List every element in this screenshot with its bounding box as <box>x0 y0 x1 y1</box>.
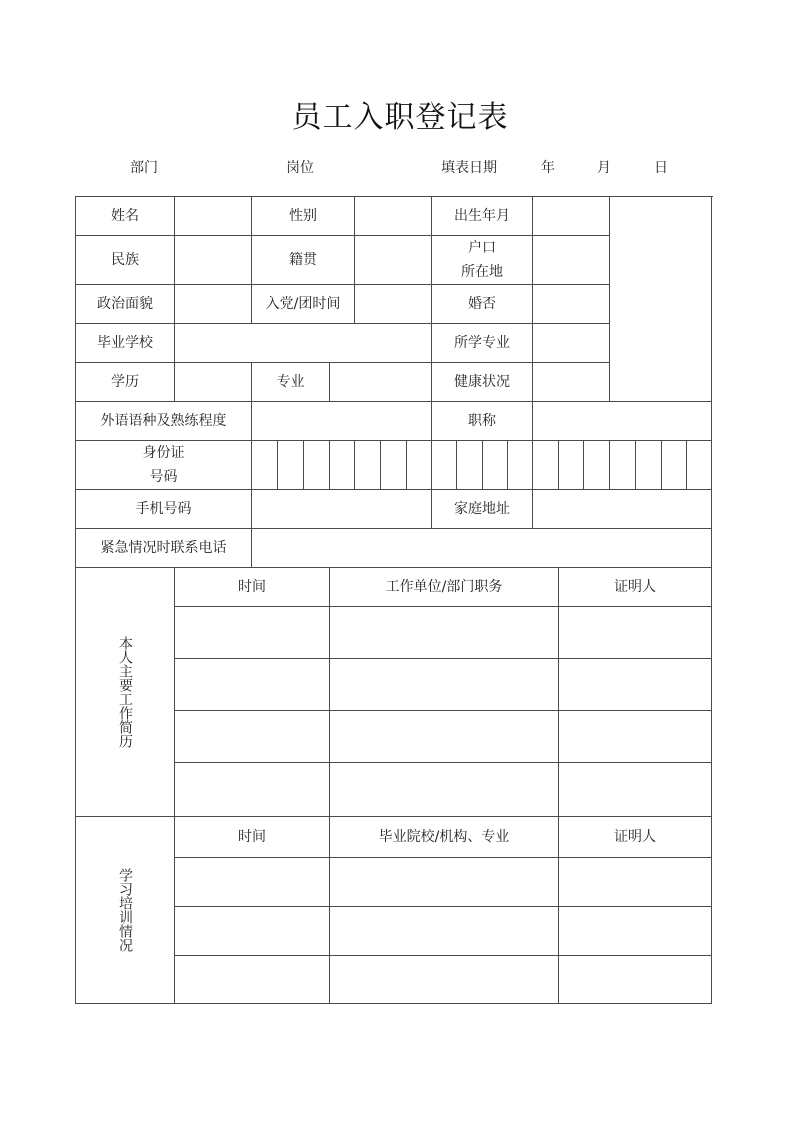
political-field[interactable] <box>175 285 252 324</box>
year-label: 年 <box>541 160 555 176</box>
id-digit-box[interactable] <box>432 441 457 490</box>
id-digit-box[interactable] <box>533 441 559 490</box>
training-section-label: 学习培训情况 <box>76 817 175 1004</box>
work-time-cell[interactable] <box>175 711 330 763</box>
education-label: 学历 <box>76 363 175 402</box>
home-address-field[interactable] <box>533 490 712 529</box>
work-time-cell[interactable] <box>175 607 330 659</box>
emergency-field[interactable] <box>252 529 712 568</box>
id-digit-box[interactable] <box>304 441 330 490</box>
major-field[interactable] <box>330 363 432 402</box>
training-witness-header: 证明人 <box>559 817 712 858</box>
major-label: 专业 <box>252 363 330 402</box>
mobile-field[interactable] <box>252 490 432 529</box>
training-time-cell[interactable] <box>175 858 330 907</box>
id-digit-box[interactable] <box>483 441 508 490</box>
id-digit-box[interactable] <box>457 441 483 490</box>
join-party-label: 入党/团时间 <box>252 285 355 324</box>
department-label: 部门 <box>130 160 158 176</box>
native-place-label: 籍贯 <box>252 236 355 285</box>
language-field[interactable] <box>252 402 432 441</box>
id-digit-box[interactable] <box>330 441 355 490</box>
school-field[interactable] <box>175 324 432 363</box>
work-unit-cell[interactable] <box>330 711 559 763</box>
training-time-cell[interactable] <box>175 956 330 1004</box>
id-digit-box[interactable] <box>584 441 610 490</box>
id-digit-box[interactable] <box>278 441 304 490</box>
id-digit-box[interactable] <box>610 441 636 490</box>
work-time-cell[interactable] <box>175 763 330 817</box>
position-label: 岗位 <box>286 160 314 176</box>
birth-field[interactable] <box>533 197 610 236</box>
ethnicity-field[interactable] <box>175 236 252 285</box>
major-studied-field[interactable] <box>533 324 610 363</box>
ethnicity-label: 民族 <box>76 236 175 285</box>
work-history-section-label: 本人主要工作简历 <box>76 568 175 817</box>
name-field[interactable] <box>175 197 252 236</box>
political-label: 政治面貌 <box>76 285 175 324</box>
id-digit-box[interactable] <box>508 441 533 490</box>
training-school-cell[interactable] <box>330 907 559 956</box>
training-school-cell[interactable] <box>330 956 559 1004</box>
mobile-label: 手机号码 <box>76 490 252 529</box>
work-time-header: 时间 <box>175 568 330 607</box>
id-number-label: 身份证 号码 <box>76 441 252 490</box>
native-place-field[interactable] <box>355 236 432 285</box>
work-witness-cell[interactable] <box>559 711 712 763</box>
work-unit-header: 工作单位/部门职务 <box>330 568 559 607</box>
language-label: 外语语种及熟练程度 <box>76 402 252 441</box>
id-digit-box[interactable] <box>636 441 662 490</box>
title-rank-field[interactable] <box>533 402 712 441</box>
registration-form-table <box>75 196 712 1004</box>
home-address-label: 家庭地址 <box>432 490 533 529</box>
month-label: 月 <box>597 160 611 176</box>
training-witness-cell[interactable] <box>559 907 712 956</box>
training-time-header: 时间 <box>175 817 330 858</box>
education-field[interactable] <box>175 363 252 402</box>
training-witness-cell[interactable] <box>559 956 712 1004</box>
id-digit-box[interactable] <box>252 441 278 490</box>
id-digit-box[interactable] <box>559 441 584 490</box>
work-time-cell[interactable] <box>175 659 330 711</box>
id-digit-box[interactable] <box>662 441 687 490</box>
marital-label: 婚否 <box>432 285 533 324</box>
training-witness-cell[interactable] <box>559 858 712 907</box>
work-unit-cell[interactable] <box>330 607 559 659</box>
join-party-field[interactable] <box>355 285 432 324</box>
gender-field[interactable] <box>355 197 432 236</box>
hukou-field[interactable] <box>533 236 610 285</box>
id-digit-box[interactable] <box>687 441 712 490</box>
birth-label: 出生年月 <box>432 197 533 236</box>
gender-label: 性别 <box>252 197 355 236</box>
training-time-cell[interactable] <box>175 907 330 956</box>
school-label: 毕业学校 <box>76 324 175 363</box>
health-label: 健康状况 <box>432 363 533 402</box>
work-witness-cell[interactable] <box>559 607 712 659</box>
training-school-cell[interactable] <box>330 858 559 907</box>
training-school-header: 毕业院校/机构、专业 <box>330 817 559 858</box>
work-witness-cell[interactable] <box>559 659 712 711</box>
work-unit-cell[interactable] <box>330 763 559 817</box>
work-witness-cell[interactable] <box>559 763 712 817</box>
fill-date-label: 填表日期 <box>441 160 497 176</box>
hukou-label: 户口 所在地 <box>432 236 533 285</box>
health-field[interactable] <box>533 363 610 402</box>
marital-field[interactable] <box>533 285 610 324</box>
form-title: 员工入职登记表 <box>291 100 509 135</box>
work-witness-header: 证明人 <box>559 568 712 607</box>
work-unit-cell[interactable] <box>330 659 559 711</box>
photo-area[interactable] <box>610 197 712 402</box>
id-digit-box[interactable] <box>407 441 432 490</box>
id-digit-box[interactable] <box>381 441 407 490</box>
name-label: 姓名 <box>76 197 175 236</box>
major-studied-label: 所学专业 <box>432 324 533 363</box>
emergency-label: 紧急情况时联系电话 <box>76 529 252 568</box>
title-rank-label: 职称 <box>432 402 533 441</box>
day-label: 日 <box>654 160 668 176</box>
id-digit-box[interactable] <box>355 441 381 490</box>
